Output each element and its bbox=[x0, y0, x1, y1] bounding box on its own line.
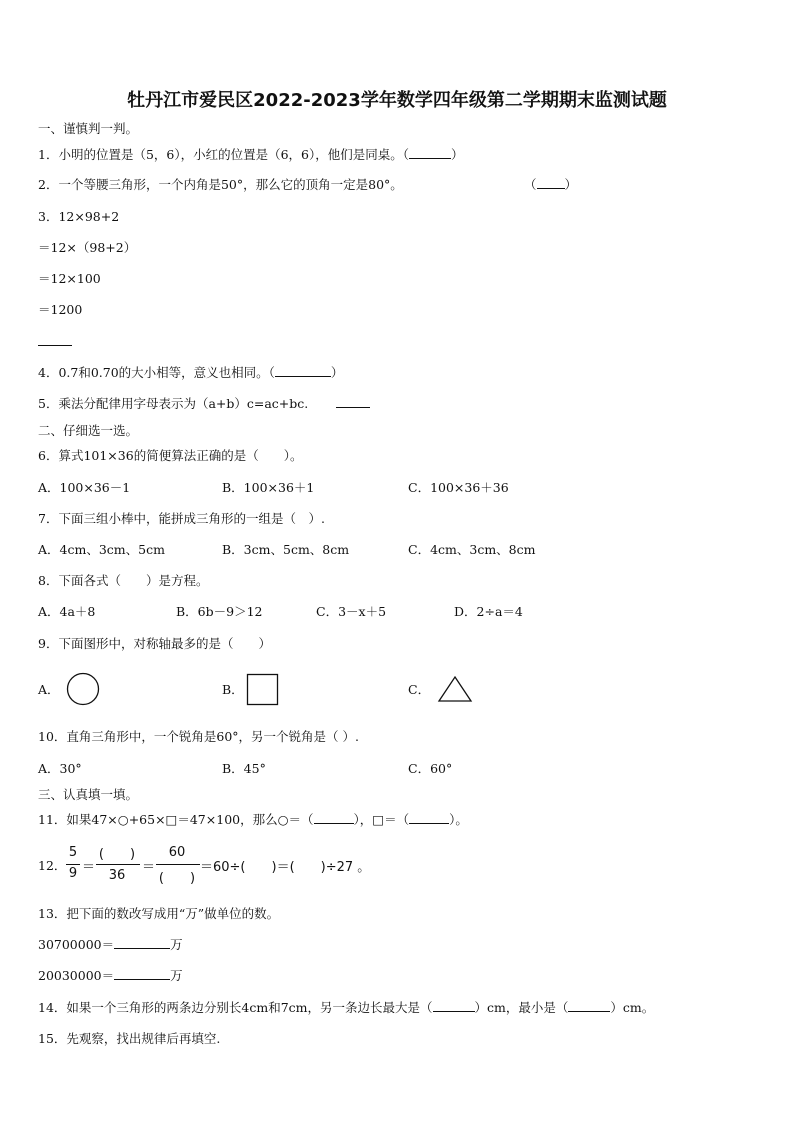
question-1-text: 1．小明的位置是（5，6），小红的位置是（6，6），他们是同桌。（ bbox=[38, 147, 410, 162]
equals-sign: ＝ bbox=[142, 860, 156, 875]
answer-blank[interactable] bbox=[275, 365, 331, 377]
question-8: 8．下面各式（ ）是方程。 bbox=[38, 573, 209, 588]
answer-blank[interactable] bbox=[38, 334, 72, 346]
q10-option-c[interactable]: C．60° bbox=[408, 761, 453, 776]
question-15: 15．先观察，找出规律后再填空. bbox=[38, 1031, 221, 1046]
answer-blank[interactable] bbox=[568, 1000, 610, 1012]
question-11 bbox=[38, 812, 468, 828]
q6-option-b[interactable]: B．100×36＋1 bbox=[222, 480, 315, 495]
question-13-a bbox=[38, 937, 183, 953]
triangle-shape bbox=[437, 675, 473, 703]
q10-option-a[interactable]: A．30° bbox=[38, 761, 82, 776]
question-14 bbox=[38, 1000, 654, 1016]
question-13-a-text: 30700000＝ bbox=[38, 937, 115, 952]
question-14-end: ）cm。 bbox=[610, 1000, 655, 1015]
question-3-line-3: ＝12×100 bbox=[38, 271, 101, 286]
fraction-2-numerator[interactable]: ( ) bbox=[98, 847, 136, 862]
question-14-mid: ）cm，最小是（ bbox=[474, 1000, 569, 1015]
q8-option-b[interactable]: B．6b－9＞12 bbox=[176, 604, 263, 619]
fraction-2-denominator: 36 bbox=[108, 868, 126, 883]
question-10: 10．直角三角形中，一个锐角是60°，另一个锐角是（ ）. bbox=[38, 729, 360, 744]
question-9: 9．下面图形中，对称轴最多的是（ ） bbox=[38, 636, 271, 651]
circle-shape bbox=[66, 672, 100, 706]
fraction-1-denominator: 9 bbox=[68, 866, 78, 881]
question-7: 7．下面三组小棒中，能拼成三角形的一组是（ ）. bbox=[38, 511, 325, 526]
fraction-3-numerator: 60 bbox=[168, 845, 186, 860]
question-1-end: ） bbox=[451, 147, 464, 162]
question-5 bbox=[38, 396, 370, 412]
question-12-tail: ＝60÷( )＝( )÷27 。 bbox=[200, 860, 371, 875]
answer-blank[interactable] bbox=[114, 937, 170, 949]
question-6: 6．算式101×36的简便算法正确的是（ ）。 bbox=[38, 448, 303, 463]
question-13: 13．把下面的数改写成用“万”做单位的数。 bbox=[38, 906, 280, 921]
question-12-label: 12． bbox=[38, 858, 67, 873]
answer-blank[interactable] bbox=[314, 812, 354, 824]
question-3-line-4: ＝1200 bbox=[38, 302, 83, 317]
paren-open: （ bbox=[524, 177, 537, 192]
q9-option-b[interactable]: B． bbox=[222, 682, 244, 697]
answer-blank[interactable] bbox=[114, 968, 170, 980]
question-13-b bbox=[38, 968, 183, 984]
fraction-bar bbox=[66, 864, 80, 865]
square-shape bbox=[246, 673, 280, 707]
q7-option-b[interactable]: B．3cm、5cm、8cm bbox=[222, 542, 350, 557]
question-3-line-1: 3．12×98+2 bbox=[38, 209, 120, 224]
answer-blank[interactable] bbox=[409, 812, 449, 824]
q8-option-c[interactable]: C．3－x＋5 bbox=[316, 604, 387, 619]
answer-blank[interactable] bbox=[409, 147, 451, 159]
question-4-text: 4．0.7和0.70的大小相等，意义也相同。（ bbox=[38, 365, 275, 380]
q6-option-a[interactable]: A．100×36－1 bbox=[38, 480, 131, 495]
question-14-text: 14．如果一个三角形的两条边分别长4cm和7cm，另一条边长最大是（ bbox=[38, 1000, 433, 1015]
section-heading-3: 三、认真填一填。 bbox=[38, 787, 139, 802]
fraction-1-numerator: 5 bbox=[68, 845, 78, 860]
q7-option-a[interactable]: A．4cm、3cm、5cm bbox=[38, 542, 165, 557]
equals-sign: ＝ bbox=[82, 860, 96, 875]
fraction-bar bbox=[96, 864, 140, 865]
q8-option-a[interactable]: A．4a＋8 bbox=[38, 604, 96, 619]
question-2 bbox=[38, 177, 403, 193]
q9-option-c[interactable]: C． bbox=[408, 682, 431, 697]
q10-option-b[interactable]: B．45° bbox=[222, 761, 266, 776]
q7-option-c[interactable]: C．4cm、3cm、8cm bbox=[408, 542, 536, 557]
page-title: 牡丹江市爱民区2022-2023学年数学四年级第二学期期末监测试题 bbox=[127, 90, 667, 111]
question-11-mid: ），□＝（ bbox=[353, 812, 410, 827]
question-3-answer bbox=[38, 334, 72, 350]
answer-blank[interactable] bbox=[336, 396, 370, 408]
q8-option-d[interactable]: D．2÷a＝4 bbox=[454, 604, 523, 619]
question-11-end: ）。 bbox=[449, 812, 468, 827]
paren-close: ） bbox=[564, 177, 578, 192]
section-heading-2: 二、仔细选一选。 bbox=[38, 423, 139, 438]
question-2-answer bbox=[524, 177, 577, 193]
question-1 bbox=[38, 147, 464, 163]
unit-label: 万 bbox=[170, 937, 183, 952]
question-3-line-2: ＝12×（98+2） bbox=[38, 240, 137, 255]
answer-blank[interactable] bbox=[433, 1000, 475, 1012]
section-heading-1: 一、谨慎判一判。 bbox=[38, 121, 139, 136]
question-4-end: ） bbox=[330, 365, 344, 380]
fraction-bar bbox=[156, 864, 200, 865]
question-13-b-text: 20030000＝ bbox=[38, 968, 115, 983]
question-5-text: 5．乘法分配律用字母表示为（a+b）c=ac+bc. bbox=[38, 396, 309, 411]
question-11-text: 11．如果47×○+65×□＝47×100，那么○＝（ bbox=[38, 812, 314, 827]
answer-blank[interactable] bbox=[537, 177, 565, 189]
question-4 bbox=[38, 365, 343, 381]
unit-label: 万 bbox=[170, 968, 183, 983]
q9-option-a[interactable]: A． bbox=[38, 682, 60, 697]
question-2-text: 2．一个等腰三角形，一个内角是50°，那么它的顶角一定是80°。 bbox=[38, 177, 403, 192]
q6-option-c[interactable]: C．100×36＋36 bbox=[408, 480, 509, 495]
fraction-3-denominator[interactable]: ( ) bbox=[158, 871, 196, 886]
